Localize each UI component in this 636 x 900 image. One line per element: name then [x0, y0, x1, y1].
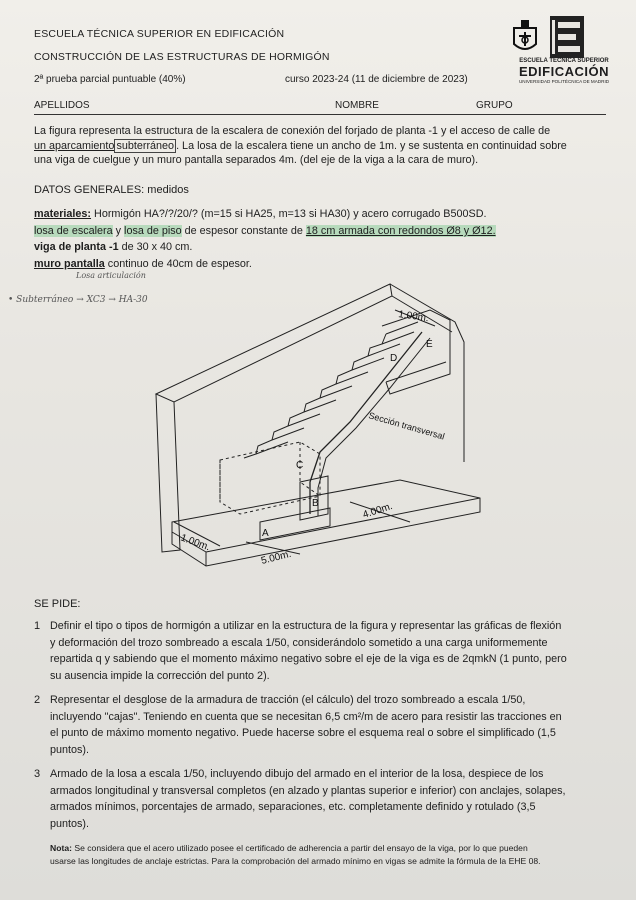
losa-line	[34, 224, 614, 239]
materiales-text: Hormigón HA?/?/20/? (m=15 si HA25, m=13 si HA30) y acero corrugado B500SD.	[91, 208, 487, 220]
dim-top-label: 1.00m.	[397, 309, 430, 325]
intro-subterraneo: subterráneo	[116, 139, 175, 152]
dim-500-label: 5.00m.	[260, 548, 293, 567]
intro-line-3: una viga de cuelgue y un muro pantalla separados 4m. (del eje de la viga a la cara de muro).	[34, 154, 479, 166]
nombre-label: NOMBRE	[335, 100, 379, 111]
intro-aparcamiento: un aparcamiento	[34, 139, 115, 152]
label-d: D	[390, 353, 398, 364]
crest-icon	[510, 18, 540, 56]
q2-line-1: Representar el desglose de la armadura de tracción (el cálculo) del trozo sombreado a escala 1/50,	[50, 694, 526, 706]
course-title: CONSTRUCCIÓN DE LAS ESTRUCTURAS DE HORMIGÓN	[34, 51, 330, 63]
viga-line	[34, 240, 614, 255]
q3-line-4: puntos).	[50, 817, 90, 830]
q1-line-4: su ausencia impide la corrección del punto 2).	[50, 669, 270, 682]
big-e-icon	[550, 16, 584, 58]
handwritten-note-1: Losa articulación	[76, 271, 146, 280]
question-3	[50, 766, 610, 832]
intro-line-1: La figura representa la estructura de la escalera de conexión del forjado de planta -1 y el acceso de calle de	[34, 125, 551, 137]
logo-line-2: EDIFICACIÓN	[519, 64, 609, 79]
label-e: E	[426, 339, 433, 350]
q1-number: 1	[34, 620, 41, 632]
losa-y: y	[112, 225, 125, 237]
q2-number: 2	[34, 694, 41, 706]
university-logo	[508, 14, 620, 84]
q2-line-2: incluyendo "cajas". Teniendo en cuenta que se necesitan 6,5 cm²/m de acero para resistir las tracciones en	[50, 710, 562, 723]
losa-highlight: 18 cm armada con redondos Ø8 y Ø12.	[305, 225, 496, 237]
q1-line-1: Definir el tipo o tipos de hormigón a utilizar en la estructura de la figura y representar las gráficas de flexión	[50, 620, 562, 632]
q2-line-3: el punto de máximo momento negativo. Puede hacerse sobre el esquema real o sobre el simplificado (1,5	[50, 727, 556, 739]
losa-piso-label: losa de piso	[124, 225, 182, 237]
label-c: C	[296, 460, 304, 471]
materiales-line	[34, 207, 614, 222]
note-line-2: usarse las longitudes de anclaje estrictas. Para la comprobación del armado mínimo en vigas se admite la fórmula de la EHE 08.	[50, 856, 541, 866]
question-1	[50, 618, 610, 684]
muro-text: continuo de 40cm de espesor.	[104, 258, 252, 270]
footnote	[50, 842, 610, 868]
school-name: ESCUELA TÉCNICA SUPERIOR EN EDIFICACIÓN	[34, 28, 285, 40]
muro-line	[34, 257, 614, 272]
losa-escalera-label: losa de escalera	[34, 225, 113, 237]
grupo-label: GRUPO	[476, 100, 513, 111]
q3-line-1: Armado de la losa a escala 1/50, incluyendo dibujo del armado en el interior de la losa, despiece de los	[50, 768, 544, 780]
note-text-1: Se considera que el acero utilizado posee el certificado de adherencia a partir del ensayo de la viga, por lo que pueden	[71, 843, 528, 853]
viga-text: de 30 x 40 cm.	[118, 241, 193, 253]
q3-number: 3	[34, 768, 41, 780]
viga-label: viga de planta -1	[34, 241, 119, 253]
intro-line-2	[34, 139, 614, 154]
note-label: Nota:	[50, 843, 72, 853]
losa-text: de espesor constante de	[181, 225, 306, 237]
intro-line-2-rest: . La losa de la escalera tiene un ancho de 1m. y se sustenta en continuidad sobre	[176, 139, 567, 152]
handwritten-note-2: • Subterráneo → XC3 → HA-30	[8, 295, 148, 305]
name-field-line	[34, 114, 606, 115]
question-2	[50, 692, 610, 758]
q1-line-2: y deformación del trozo sombreado a escala 1/50, considerándolo sometido a una carga uniformemente	[50, 636, 548, 649]
seccion-label: Sección transversal	[367, 410, 446, 442]
apellidos-label: APELLIDOS	[34, 100, 90, 111]
staircase-figure	[150, 282, 490, 582]
exam-session: curso 2023-24 (11 de diciembre de 2023)	[285, 74, 468, 85]
intro-paragraph	[34, 124, 614, 168]
label-b: B	[312, 498, 319, 509]
dim-400-label: 4.00m.	[361, 500, 395, 521]
muro-label: muro pantalla	[34, 258, 105, 270]
q3-line-3: armados mínimos, porcentajes de armado, separaciones, etc. completamente definido y rotulado (3,5	[50, 801, 536, 813]
note-line-1	[50, 842, 610, 855]
q2-line-4: puntos).	[50, 743, 90, 756]
logo-line-3: UNIVERSIDAD POLITÉCNICA DE MADRID	[518, 79, 610, 84]
logo-line-1: ESCUELA TÉCNICA SUPERIOR	[519, 58, 609, 64]
datos-title: DATOS GENERALES: medidos	[34, 184, 189, 196]
label-a: A	[262, 528, 269, 539]
materiales-label: materiales:	[34, 208, 92, 220]
dim-100-label: 1.00m.	[178, 532, 212, 554]
q3-line-2: armados longitudinal y transversal completos (en alzado y plantas superior e inferior) con anclajes, solapes,	[50, 784, 566, 797]
se-pide-title: SE PIDE:	[34, 598, 81, 610]
q1-line-3: repartida q y sabiendo que el momento máximo negativo sobre el eje de la viga es de 2qmkN (1 punto, pero	[50, 653, 567, 665]
exam-title: 2ª prueba parcial puntuable (40%)	[34, 74, 186, 85]
